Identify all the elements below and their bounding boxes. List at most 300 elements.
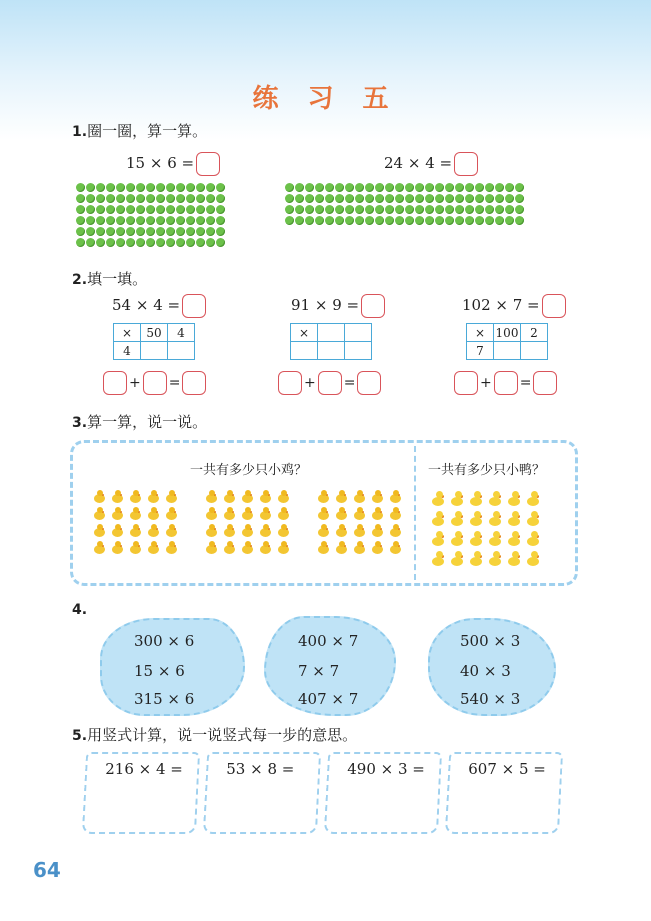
- green-dot: [216, 194, 225, 203]
- chick-icon: [258, 524, 272, 538]
- green-dot: [206, 205, 215, 214]
- q4-expression: 407 × 7: [298, 690, 359, 708]
- green-dot: [315, 205, 324, 214]
- green-dot: [176, 216, 185, 225]
- chick-icon: [146, 524, 160, 538]
- grid-cell: 2: [521, 324, 548, 342]
- green-dot: [485, 183, 494, 192]
- green-dot: [375, 205, 384, 214]
- answer-box[interactable]: [196, 152, 220, 176]
- green-dot: [166, 183, 175, 192]
- chick-icon: [352, 541, 366, 555]
- green-dot: [495, 194, 504, 203]
- green-dot: [415, 183, 424, 192]
- green-dot: [325, 216, 334, 225]
- green-dot: [305, 183, 314, 192]
- equals-sign: =: [168, 375, 181, 391]
- green-dot: [216, 238, 225, 247]
- green-dot: [335, 216, 344, 225]
- q3-chick-group-1: [92, 490, 180, 555]
- green-dot: [395, 183, 404, 192]
- q5-text: 用竖式计算，说一说竖式每一步的意思。: [87, 726, 358, 744]
- duckling-icon: [487, 550, 503, 568]
- q4-bubble-2: [264, 616, 396, 716]
- green-dot: [166, 227, 175, 236]
- chick-icon: [276, 524, 290, 538]
- chick-icon: [352, 524, 366, 538]
- green-dot: [515, 194, 524, 203]
- green-dot: [86, 194, 95, 203]
- chick-icon: [164, 524, 178, 538]
- green-dot: [485, 216, 494, 225]
- green-dot: [495, 205, 504, 214]
- answer-box[interactable]: [143, 371, 167, 395]
- green-dot: [335, 194, 344, 203]
- green-dot: [146, 227, 155, 236]
- plus-sign: +: [129, 375, 141, 391]
- chick-icon: [276, 490, 290, 504]
- green-dot: [345, 183, 354, 192]
- green-dot: [395, 194, 404, 203]
- green-dot: [76, 227, 85, 236]
- duckling-icon: [449, 510, 465, 528]
- green-dot: [495, 183, 504, 192]
- green-dot: [176, 227, 185, 236]
- green-dot: [435, 183, 444, 192]
- duckling-icon: [449, 550, 465, 568]
- green-dot: [375, 216, 384, 225]
- header-band: [0, 0, 651, 140]
- q5-number: 5.: [72, 728, 88, 744]
- plus-sign: +: [480, 375, 492, 391]
- chick-icon: [146, 541, 160, 555]
- green-dot: [475, 205, 484, 214]
- duckling-icon: [506, 510, 522, 528]
- grid-cell: 50: [141, 324, 168, 342]
- green-dot: [86, 183, 95, 192]
- q2-text: 填一填。: [87, 270, 148, 288]
- chick-icon: [316, 490, 330, 504]
- green-dot: [375, 194, 384, 203]
- grid-cell: 4: [114, 342, 141, 360]
- equals-sign: =: [343, 375, 356, 391]
- green-dot: [395, 205, 404, 214]
- answer-box[interactable]: [454, 152, 478, 176]
- q2-item-1-sum-row: [101, 371, 208, 395]
- green-dot: [166, 216, 175, 225]
- green-dot: [315, 194, 324, 203]
- chick-icon: [110, 524, 124, 538]
- green-dot: [126, 227, 135, 236]
- q4-bubble-3: [428, 618, 556, 716]
- green-dot: [475, 183, 484, 192]
- green-dot: [415, 216, 424, 225]
- green-dot: [196, 216, 205, 225]
- green-dot: [136, 238, 145, 247]
- duckling-icon: [487, 530, 503, 548]
- duckling-icon: [468, 510, 484, 528]
- chick-icon: [352, 490, 366, 504]
- green-dot: [295, 216, 304, 225]
- duckling-icon: [487, 510, 503, 528]
- green-dot: [216, 216, 225, 225]
- green-dot: [505, 183, 514, 192]
- green-dot: [515, 205, 524, 214]
- chick-icon: [240, 541, 254, 555]
- green-dot: [216, 205, 225, 214]
- green-dot: [116, 194, 125, 203]
- duckling-icon: [468, 550, 484, 568]
- green-dot: [325, 194, 334, 203]
- green-dot: [106, 194, 115, 203]
- green-dot: [196, 238, 205, 247]
- chick-icon: [370, 541, 384, 555]
- answer-box[interactable]: [533, 371, 557, 395]
- grid-cell-blank[interactable]: [318, 342, 345, 360]
- green-dot: [315, 183, 324, 192]
- chick-icon: [258, 507, 272, 521]
- green-dot: [505, 205, 514, 214]
- q2-item-1-equation: [112, 294, 206, 318]
- green-dot: [385, 205, 394, 214]
- duckling-icon: [525, 550, 541, 568]
- duckling-icon: [487, 490, 503, 508]
- q4-number: 4.: [72, 602, 88, 618]
- q1-right-dot-array[interactable]: [285, 183, 524, 225]
- duckling-icon: [525, 490, 541, 508]
- q4-bubble-1: [100, 618, 245, 716]
- chick-icon: [370, 490, 384, 504]
- green-dot: [425, 183, 434, 192]
- q2-heading: [72, 268, 147, 289]
- green-dot: [445, 183, 454, 192]
- chick-icon: [316, 541, 330, 555]
- green-dot: [365, 216, 374, 225]
- duckling-icon: [468, 530, 484, 548]
- grid-cell: ×: [114, 324, 141, 342]
- green-dot: [136, 205, 145, 214]
- green-dot: [156, 238, 165, 247]
- grid-cell-blank[interactable]: [291, 342, 318, 360]
- chick-icon: [164, 507, 178, 521]
- q5-expression: 490 × 3 =: [347, 760, 425, 778]
- answer-box[interactable]: [103, 371, 127, 395]
- green-dot: [106, 205, 115, 214]
- green-dot: [285, 194, 294, 203]
- green-dot: [126, 238, 135, 247]
- q5-work-card-1[interactable]: [82, 752, 200, 834]
- green-dot: [146, 194, 155, 203]
- q4-expression: 40 × 3: [460, 662, 511, 680]
- green-dot: [136, 183, 145, 192]
- answer-box[interactable]: [542, 294, 566, 318]
- green-dot: [425, 205, 434, 214]
- green-dot: [375, 183, 384, 192]
- green-dot: [295, 183, 304, 192]
- chick-icon: [334, 541, 348, 555]
- q2-item-3-sum-row: [452, 371, 559, 395]
- green-dot: [116, 216, 125, 225]
- green-dot: [335, 205, 344, 214]
- green-dot: [156, 205, 165, 214]
- chick-icon: [370, 507, 384, 521]
- green-dot: [365, 183, 374, 192]
- green-dot: [475, 216, 484, 225]
- green-dot: [385, 216, 394, 225]
- answer-box[interactable]: [357, 371, 381, 395]
- green-dot: [76, 216, 85, 225]
- green-dot: [455, 205, 464, 214]
- green-dot: [465, 216, 474, 225]
- chick-icon: [110, 507, 124, 521]
- green-dot: [355, 194, 364, 203]
- q2-item-2-equation: [291, 294, 385, 318]
- green-dot: [206, 194, 215, 203]
- green-dot: [116, 205, 125, 214]
- grid-cell-blank[interactable]: [345, 342, 372, 360]
- q3-heading: [72, 411, 207, 432]
- green-dot: [206, 238, 215, 247]
- green-dot: [96, 216, 105, 225]
- chick-icon: [334, 490, 348, 504]
- chick-icon: [316, 524, 330, 538]
- green-dot: [295, 194, 304, 203]
- answer-box[interactable]: [361, 294, 385, 318]
- green-dot: [285, 205, 294, 214]
- green-dot: [305, 194, 314, 203]
- duckling-icon: [506, 530, 522, 548]
- chick-icon: [128, 490, 142, 504]
- grid-cell-blank[interactable]: [168, 342, 195, 360]
- q3-panel-divider: [414, 446, 416, 580]
- green-dot: [455, 194, 464, 203]
- answer-box[interactable]: [318, 371, 342, 395]
- green-dot: [285, 183, 294, 192]
- q2-item-3-equation: [462, 294, 566, 318]
- green-dot: [365, 205, 374, 214]
- q4-expression: 400 × 7: [298, 632, 359, 650]
- green-dot: [325, 205, 334, 214]
- q5-expression: 607 × 5 =: [468, 760, 546, 778]
- chick-icon: [240, 490, 254, 504]
- chick-icon: [204, 490, 218, 504]
- q1-number: 1.: [72, 124, 88, 140]
- green-dot: [285, 216, 294, 225]
- green-dot: [176, 183, 185, 192]
- green-dot: [86, 227, 95, 236]
- green-dot: [435, 216, 444, 225]
- chick-icon: [128, 507, 142, 521]
- green-dot: [136, 216, 145, 225]
- green-dot: [156, 216, 165, 225]
- q5-expression: 216 × 4 =: [105, 760, 183, 778]
- duckling-icon: [449, 530, 465, 548]
- green-dot: [405, 183, 414, 192]
- green-dot: [355, 183, 364, 192]
- green-dot: [106, 183, 115, 192]
- green-dot: [485, 205, 494, 214]
- green-dot: [96, 194, 105, 203]
- answer-box[interactable]: [278, 371, 302, 395]
- green-dot: [206, 227, 215, 236]
- green-dot: [515, 216, 524, 225]
- green-dot: [166, 194, 175, 203]
- green-dot: [96, 227, 105, 236]
- green-dot: [415, 205, 424, 214]
- green-dot: [76, 194, 85, 203]
- q2-item-2-sum-row: [276, 371, 383, 395]
- q5-work-card-2[interactable]: [203, 752, 321, 834]
- green-dot: [96, 183, 105, 192]
- chick-icon: [334, 524, 348, 538]
- grid-cell: ×: [467, 324, 494, 342]
- answer-box[interactable]: [182, 294, 206, 318]
- green-dot: [196, 227, 205, 236]
- q3-duck-question: 一共有多少只小鸭？: [428, 463, 546, 478]
- grid-cell: 7: [467, 342, 494, 360]
- grid-cell-blank[interactable]: [345, 324, 372, 342]
- chick-icon: [388, 541, 402, 555]
- green-dot: [475, 194, 484, 203]
- duckling-icon: [449, 490, 465, 508]
- q1-heading: [72, 120, 207, 141]
- chick-icon: [370, 524, 384, 538]
- q4-expression: 15 × 6: [134, 662, 185, 680]
- green-dot: [345, 194, 354, 203]
- q3-number: 3.: [72, 415, 88, 431]
- chick-icon: [388, 507, 402, 521]
- green-dot: [395, 216, 404, 225]
- green-dot: [96, 205, 105, 214]
- q3-duck-group: [430, 490, 543, 568]
- q3-chick-group-3: [316, 490, 404, 555]
- green-dot: [156, 183, 165, 192]
- q5-heading: [72, 724, 357, 745]
- q5-work-card-4[interactable]: [445, 752, 563, 834]
- duckling-icon: [430, 490, 446, 508]
- page-title: 练 习 五: [252, 84, 399, 114]
- q1-left-eq-text: 15 × 6 =: [126, 154, 195, 172]
- q4-expression: 7 × 7: [298, 662, 340, 680]
- duckling-icon: [430, 530, 446, 548]
- green-dot: [405, 194, 414, 203]
- green-dot: [166, 205, 175, 214]
- green-dot: [196, 183, 205, 192]
- green-dot: [435, 194, 444, 203]
- answer-box[interactable]: [494, 371, 518, 395]
- green-dot: [86, 205, 95, 214]
- green-dot: [186, 216, 195, 225]
- q1-left-dot-array[interactable]: [76, 183, 225, 247]
- green-dot: [196, 205, 205, 214]
- chick-icon: [222, 507, 236, 521]
- q2-item-3-eq-text: 102 × 7 =: [462, 296, 540, 314]
- chick-icon: [316, 507, 330, 521]
- green-dot: [465, 194, 474, 203]
- grid-cell-blank[interactable]: [141, 342, 168, 360]
- plus-sign: +: [304, 375, 316, 391]
- green-dot: [216, 183, 225, 192]
- green-dot: [425, 194, 434, 203]
- chick-icon: [258, 490, 272, 504]
- green-dot: [76, 238, 85, 247]
- q4-expression: 300 × 6: [134, 632, 195, 650]
- green-dot: [216, 227, 225, 236]
- chick-icon: [92, 524, 106, 538]
- chick-icon: [352, 507, 366, 521]
- chick-icon: [110, 541, 124, 555]
- green-dot: [86, 238, 95, 247]
- green-dot: [186, 238, 195, 247]
- chick-icon: [204, 524, 218, 538]
- grid-cell-blank[interactable]: [521, 342, 548, 360]
- green-dot: [126, 194, 135, 203]
- green-dot: [106, 216, 115, 225]
- duckling-icon: [506, 490, 522, 508]
- green-dot: [116, 227, 125, 236]
- green-dot: [465, 205, 474, 214]
- green-dot: [345, 216, 354, 225]
- chick-icon: [204, 541, 218, 555]
- green-dot: [435, 205, 444, 214]
- green-dot: [76, 205, 85, 214]
- chick-icon: [222, 490, 236, 504]
- answer-box[interactable]: [454, 371, 478, 395]
- duckling-icon: [468, 490, 484, 508]
- green-dot: [146, 238, 155, 247]
- green-dot: [136, 194, 145, 203]
- q2-number: 2.: [72, 272, 88, 288]
- green-dot: [96, 238, 105, 247]
- green-dot: [295, 205, 304, 214]
- q4-heading: [72, 600, 87, 618]
- grid-cell-blank[interactable]: [318, 324, 345, 342]
- chick-icon: [240, 524, 254, 538]
- green-dot: [485, 194, 494, 203]
- green-dot: [405, 205, 414, 214]
- chick-icon: [204, 507, 218, 521]
- green-dot: [76, 183, 85, 192]
- q4-expression: 500 × 3: [460, 632, 521, 650]
- q2-item-2-eq-text: 91 × 9 =: [291, 296, 360, 314]
- chick-icon: [240, 507, 254, 521]
- green-dot: [186, 194, 195, 203]
- q2-item-1-grid: [113, 323, 195, 360]
- grid-cell-blank[interactable]: [494, 342, 521, 360]
- equals-sign: =: [519, 375, 532, 391]
- green-dot: [335, 183, 344, 192]
- q3-text: 算一算，说一说。: [87, 413, 208, 431]
- green-dot: [126, 216, 135, 225]
- q3-chick-group-2: [204, 490, 292, 555]
- chick-icon: [258, 541, 272, 555]
- chick-icon: [388, 490, 402, 504]
- q5-work-card-3[interactable]: [324, 752, 442, 834]
- green-dot: [385, 194, 394, 203]
- duckling-icon: [506, 550, 522, 568]
- answer-box[interactable]: [182, 371, 206, 395]
- green-dot: [156, 227, 165, 236]
- q2-item-2-grid: [290, 323, 372, 360]
- green-dot: [405, 216, 414, 225]
- grid-cell: 4: [168, 324, 195, 342]
- chick-icon: [222, 524, 236, 538]
- green-dot: [515, 183, 524, 192]
- chick-icon: [146, 490, 160, 504]
- q1-text: 圈一圈，算一算。: [87, 122, 208, 140]
- green-dot: [365, 194, 374, 203]
- green-dot: [465, 183, 474, 192]
